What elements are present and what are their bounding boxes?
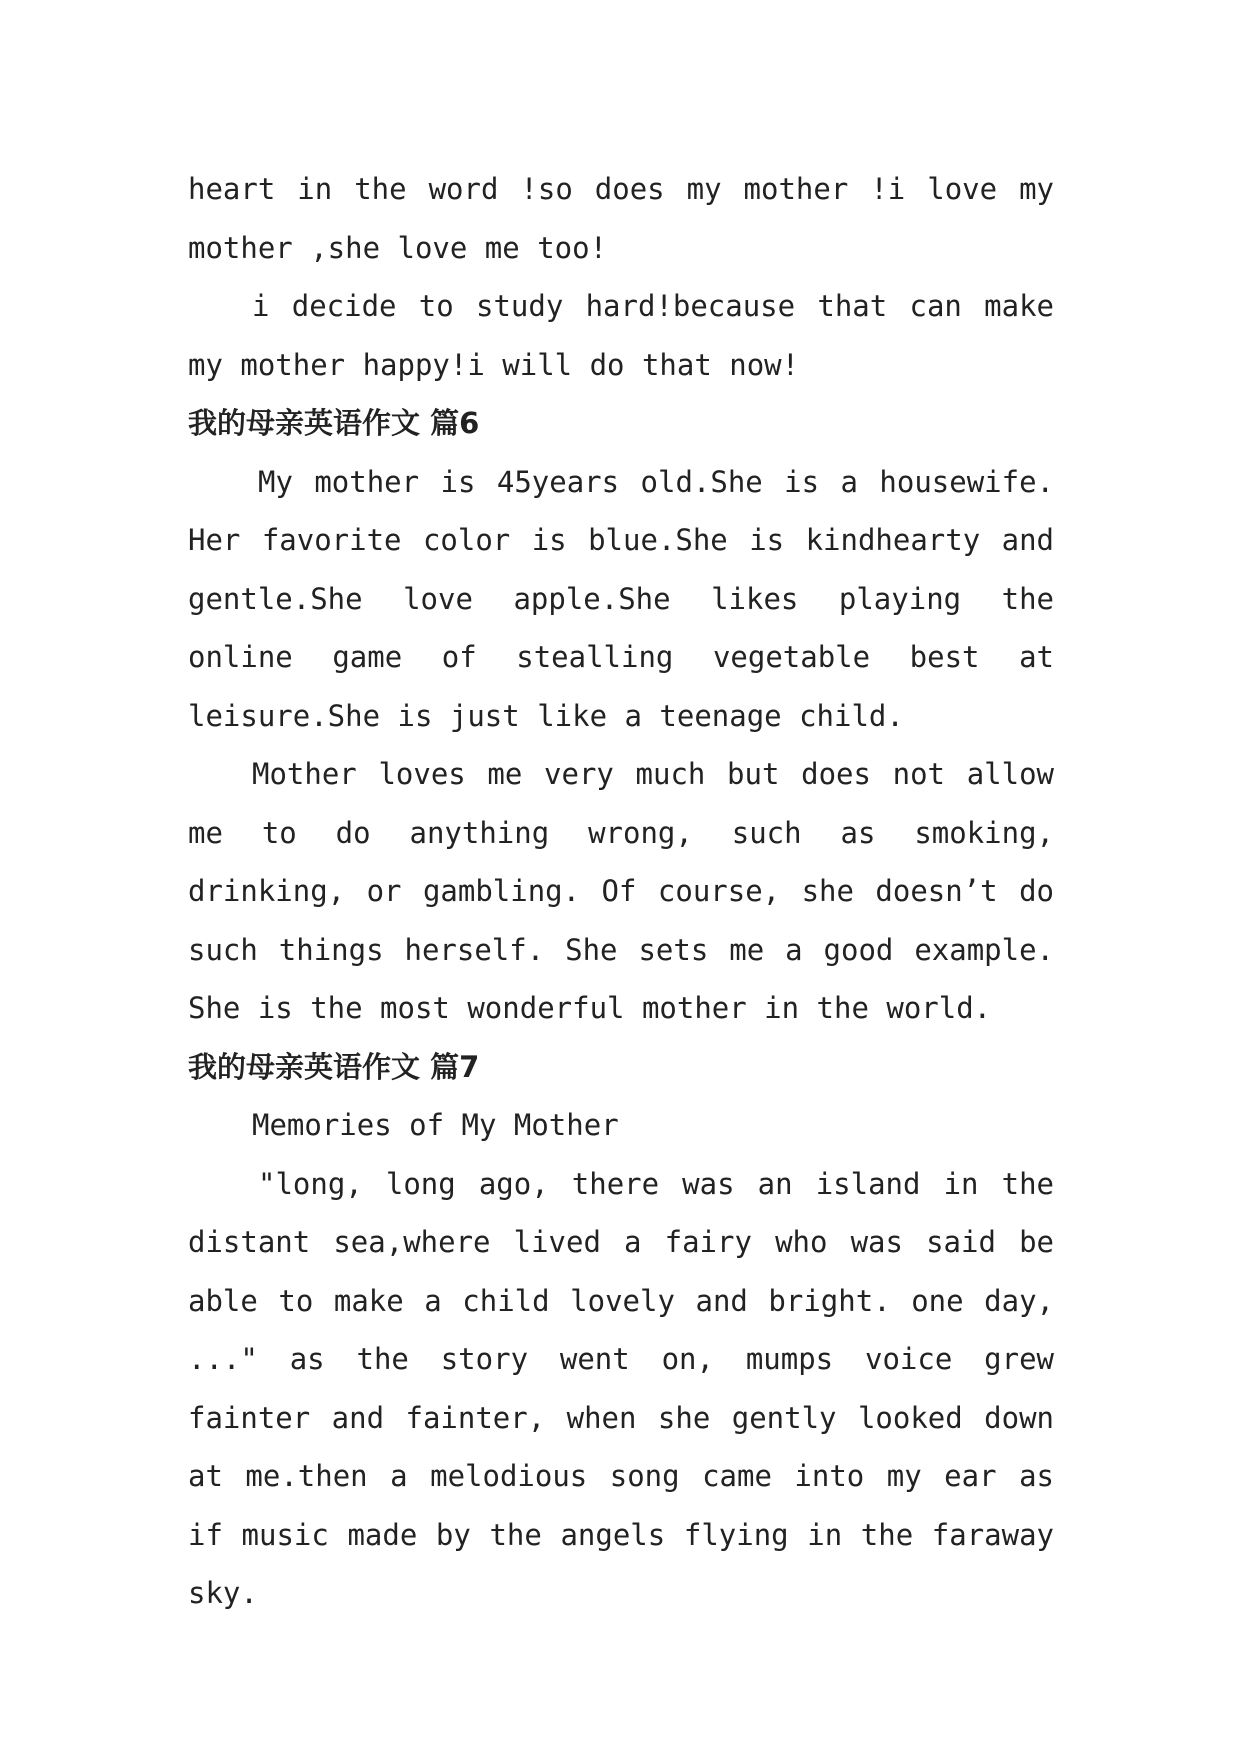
paragraph-decide-to-study: i decide to study hard!because that can make my mother happy!i will do that now! [188,289,1054,382]
paragraph-mother-45-years: My mother is 45years old.She is a housewife. Her favorite color is blue.She is kindhearty and gentle.She love apple.She likes playing the online game of stealling vegetable best at leisure.She is just like a teenage child. [188,464,1054,733]
paragraph-mother-loves-me: Mother loves me very much but does not allow me to do anything wrong, such as smoking, drinking, or gambling. Of course, she doesn’t do such things herself. She sets me a good example. She is the most wonderful mother in the world. [188,757,1054,1025]
paragraph-heart-in-the-word: heart in the word !so does my mother !i love my mother ,she love me too! [188,172,1054,265]
section-heading-6: 我的母亲英语作文 篇6 [188,406,480,440]
section-heading-7: 我的母亲英语作文 篇7 [188,1049,480,1084]
essay-title-memories: Memories of My Mother [252,1108,619,1142]
paragraph-long-long-ago: "long, long ago, there was an island in the distant sea,where lived a fairy who was said be able to make a child lovely and bright. one day, ..." as the story went on, mumps voice grew fainter and fainter, when she gently looked down at me.then a melodious song came into my ear as if music made by the angels flying in the faraway sky. [188,1166,1054,1610]
document-page [188,160,1054,1623]
